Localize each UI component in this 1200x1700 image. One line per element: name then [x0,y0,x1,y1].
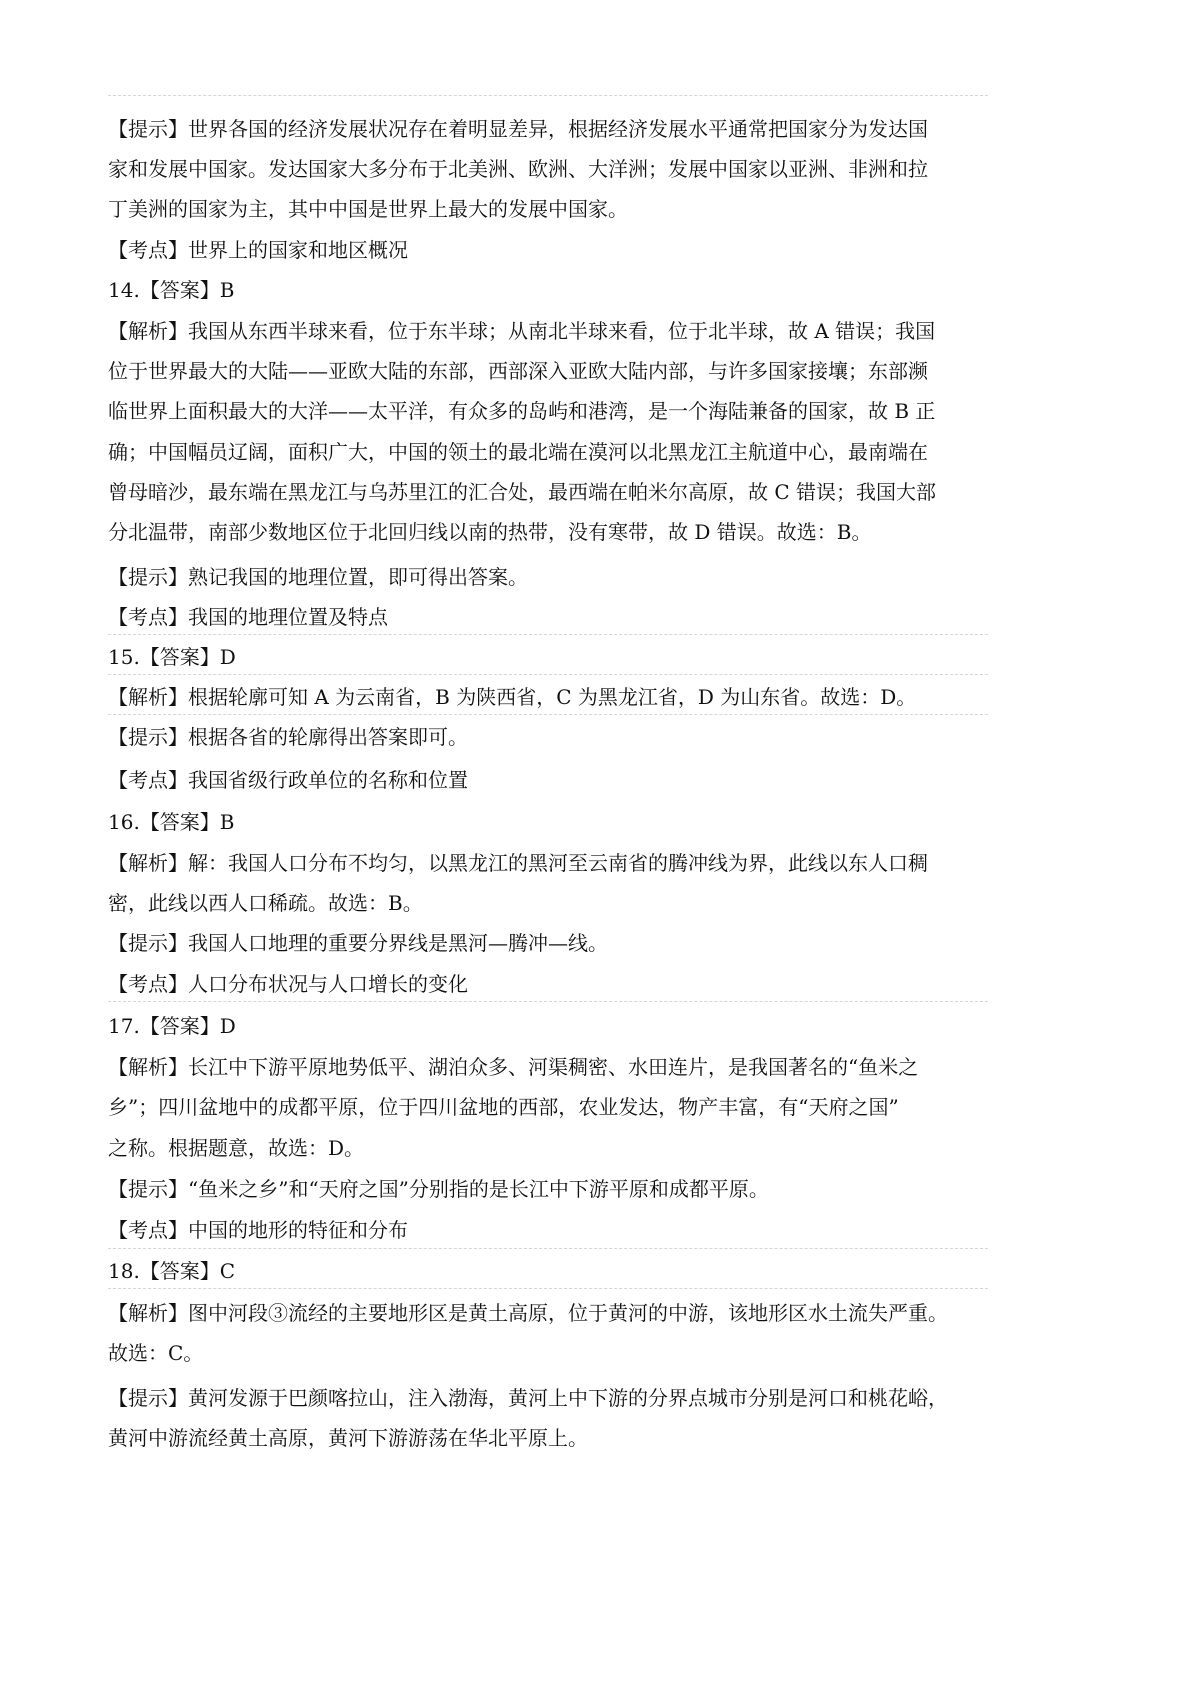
knowledge-point-line: 【考点】人口分布状况与人口增长的变化 [108,972,468,996]
dashed-separator [108,1001,988,1002]
hint-line: 【提示】“鱼米之乡”和“天府之国”分别指的是长江中下游平原和成都平原。 [108,1177,769,1201]
dashed-separator [108,634,988,635]
dashed-separator [108,674,988,675]
answer-line-15: 15.【答案】D [108,645,236,669]
analysis-line: 密，此线以西人口稀疏。故选：B。 [108,891,423,915]
knowledge-point-line: 【考点】世界上的国家和地区概况 [108,238,408,262]
analysis-line: 曾母暗沙，最东端在黑龙江与乌苏里江的汇合处，最西端在帕米尔高原，故 C 错误；我国大部 [108,480,937,504]
analysis-line: 【解析】长江中下游平原地势低平、湖泊众多、河渠稠密、水田连片，是我国著名的“鱼米之 [108,1055,919,1079]
dashed-separator [108,714,988,715]
analysis-line: 【解析】我国从东西半球来看，位于东半球；从南北半球来看，位于北半球，故 A 错误；我国 [108,319,936,343]
analysis-line: 乡”；四川盆地中的成都平原，位于四川盆地的西部，农业发达，物产丰富，有“天府之国” [108,1095,899,1119]
knowledge-point-line: 【考点】我国省级行政单位的名称和位置 [108,768,468,792]
dashed-separator [108,1248,988,1249]
analysis-line: 位于世界最大的大陆——亚欧大陆的东部，西部深入亚欧大陆内部，与许多国家接壤；东部濒 [108,359,928,383]
dashed-separator [108,1288,988,1289]
analysis-line: 【解析】图中河段③流经的主要地形区是黄土高原，位于黄河的中游，该地形区水土流失严重。 [108,1301,948,1325]
analysis-line: 之称。根据题意，故选：D。 [108,1136,365,1160]
analysis-line: 分北温带，南部少数地区位于北回归线以南的热带，没有寒带，故 D 错误。故选：B。 [108,520,872,544]
hint-line: 【提示】根据各省的轮廓得出答案即可。 [108,725,468,749]
answer-line-14: 14.【答案】B [108,278,235,302]
hint-line: 家和发展中国家。发达国家大多分布于北美洲、欧洲、大洋洲；发展中国家以亚洲、非洲和拉 [108,157,928,181]
hint-line: 黄河中游流经黄土高原，黄河下游游荡在华北平原上。 [108,1426,588,1450]
analysis-line: 确；中国幅员辽阔，面积广大，中国的领土的最北端在漠河以北黑龙江主航道中心，最南端在 [108,440,928,464]
hint-line: 丁美洲的国家为主，其中中国是世界上最大的发展中国家。 [108,197,628,221]
knowledge-point-line: 【考点】中国的地形的特征和分布 [108,1218,408,1242]
hint-line: 【提示】熟记我国的地理位置，即可得出答案。 [108,565,528,589]
analysis-line: 【解析】根据轮廓可知 A 为云南省，B 为陕西省，C 为黑龙江省，D 为山东省。故选：D。 [108,685,917,709]
analysis-line: 【解析】解：我国人口分布不均匀，以黑龙江的黑河至云南省的腾冲线为界，此线以东人口稠 [108,851,928,875]
hint-line: 【提示】我国人口地理的重要分界线是黑河—腾冲—线。 [108,931,608,955]
dashed-separator [108,95,988,96]
hint-line: 【提示】黄河发源于巴颜喀拉山，注入渤海，黄河上中下游的分界点城市分别是河口和桃花峪， [108,1386,948,1410]
knowledge-point-line: 【考点】我国的地理位置及特点 [108,605,388,629]
analysis-line: 故选：C。 [108,1341,204,1365]
hint-line: 【提示】世界各国的经济发展状况存在着明显差异，根据经济发展水平通常把国家分为发达国 [108,117,928,141]
answer-line-18: 18.【答案】C [108,1259,236,1283]
answer-line-17: 17.【答案】D [108,1014,236,1038]
analysis-line: 临世界上面积最大的大洋——太平洋，有众多的岛屿和港湾，是一个海陆兼备的国家，故 B 正 [108,399,936,423]
answer-line-16: 16.【答案】B [108,810,235,834]
